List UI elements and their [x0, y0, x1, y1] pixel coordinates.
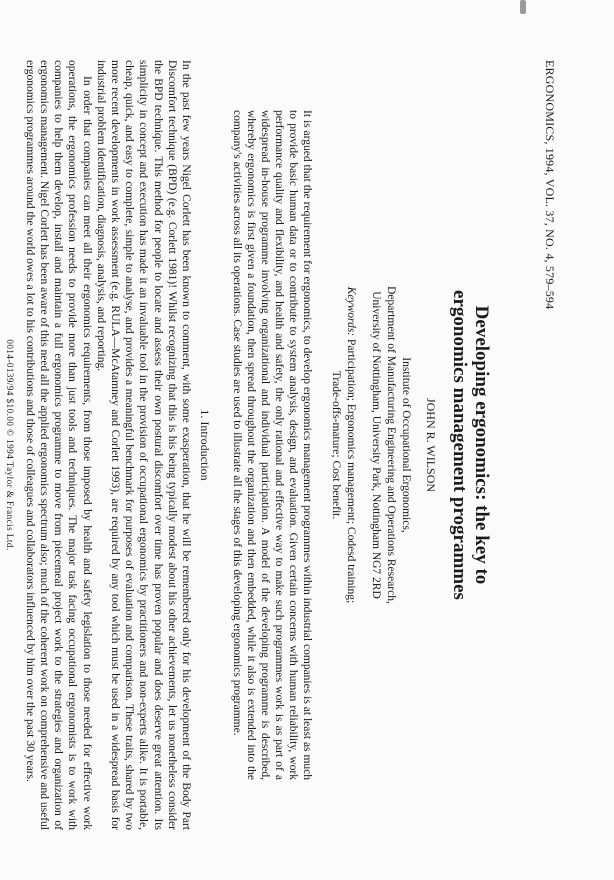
paper-page	[4, 20, 575, 860]
paragraph-1: In the past few years Nigel Corlett has been known to comment, with some exasperation, that he will be remembered only for his development of the Body Part Discomfort technique (BPD) (e.g. Corlett 1981)! Whilst recognizing that this is his being typically modest about his other achievements, let us nonetheless consider the BPD technique. This method for people to locate and assess their own postural discomfort over time has proven popular and does deserve great attention. Its simplicity in concept and execution has made it an invaluable tool in the provision of occupational ergonomics by practitioners and non-experts alike. It is portable, cheap, quick, and easy to complete, simple to analyse, and provides a meaningful benchmark for purposes of evaluation and comparison. These traits, shared by two more recent developments in work assessment (e.g. RULA—McAtamney and Corlett 1993), are required by any tool which must be used in a widespread basis for industrial problem identification, diagnosis, analysis, and reporting.	[94, 60, 192, 830]
keywords-text: Participation; Ergonomics management; Codesd training;	[345, 339, 357, 604]
affiliation-line-3: University of Nottingham, University Park, Nottingham NG7 2RD	[370, 291, 382, 599]
copyright-footer: 0014-0139/94 $10.00 © 1994 Taylor & Francis Ltd.	[4, 339, 15, 551]
author-name: JOHN R. WILSON	[424, 397, 438, 493]
affiliation-line-1: Institute of Occupational Ergonomics,	[400, 357, 412, 533]
affiliation-line-2: Department of Manufacturing Engineering and Operations Research,	[385, 286, 397, 604]
keywords-text-line-2: Trade-offs-mature; Cost benefit.	[330, 370, 342, 520]
paragraph-2: In order that companies can meet all their ergonomics requirements, from those imposed by health and safety legislation to those needed for effective work operations, the ergonomics profession needs to provide more than just tools and techniques. The major task facing occupational ergonomists is to work with companies to help them develop, install and maintain a full ergonomics programme to move from piecemeal project work to the strategies and organization of ergonomics management. Nigel Corlett has been aware of this need all the applied ergonomics spectrum also; much of the coherent work on comprehensive and useful ergonomics programmes around the world owes a lot to his contributions and those of colleagues and collaborators influenced by him over the past 30 years.	[23, 60, 93, 830]
title-line-2: ergonomics management programmes	[449, 290, 470, 600]
body-text	[23, 60, 193, 830]
keywords-label: Keywords:	[345, 286, 357, 337]
running-head: ERGONOMICS, 1994, VOL. 37, NO. 4, 579–594	[543, 60, 557, 310]
section-heading: 1. Introduction	[198, 409, 212, 481]
abstract: It is argued that the requirement for ergonomics, to develop ergonomics management programmes within industrial companies is at least as much to provide basic human data or to contribute to system analysis, design, and evaluation. Given certain concerns with human reliability, work performance quality and flexibility, and health and safety, the only rational and effective way to make such programmes work is as part of a widespread in-house programme involving organizational and individual participation. A model of the developing programme is described, whereby ergonomics is first given a foundation, then spread throughout the organization and then embedded, while it also is extended into the company's activities across all its operations. Case studies are used to illustrate all the stages of this developing ergonomics programme.	[231, 110, 313, 780]
scan-smudge	[520, 0, 526, 14]
keywords	[328, 60, 358, 830]
paper-title	[448, 60, 492, 830]
title-line-1: Developing ergonomics: the key to	[471, 305, 492, 585]
author-affiliation	[368, 60, 413, 830]
